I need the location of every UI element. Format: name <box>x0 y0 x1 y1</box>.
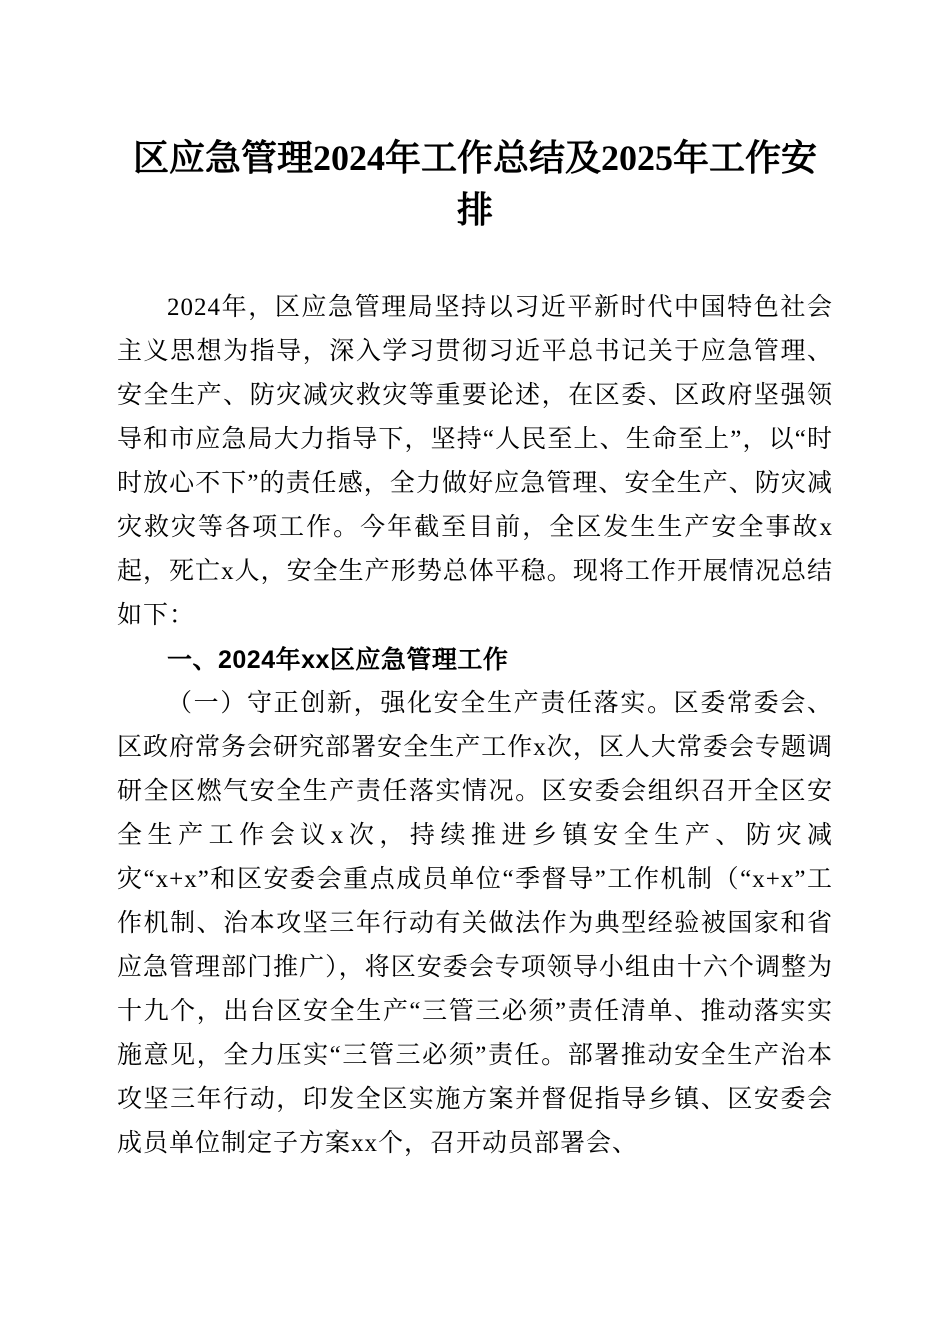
document-title: 区应急管理2024年工作总结及2025年工作安排 <box>132 138 817 230</box>
subsection-1-1-paragraph <box>117 682 833 1166</box>
section-1-heading: 一、2024年xx区应急管理工作 <box>167 646 509 674</box>
subsection-1-1-body: 区委常委会、区政府常务会研究部署安全生产工作x次，区人大常委会专题调研全区燃气安全生产责任落实情况。区安委会组织召开全区安全生产工作会议x次，持续推进乡镇安全生产、防灾减灾“x+x”和区安委会重点成员单位“季督导”工作机制（“x+x”工作机制、治本攻坚三年行动有关做法作为典型经验被国家和省应急管理部门推广），将区安委会专项领导小组由十六个调整为十九个，出台区安全生产“三管三必须”责任清单、推动落实实施意见，全力压实“三管三必须”责任。部署推动安全生产治本攻坚三年行动，印发全区实施方案并督促指导乡镇、区安委会成员单位制定子方案xx个，召开动员部署会、 <box>117 690 833 1157</box>
intro-paragraph: 2024年，区应急管理局坚持以习近平新时代中国特色社会主义思想为指导，深入学习贯彻习近平总书记关于应急管理、安全生产、防灾减灾救灾等重要论述，在区委、区政府坚强领导和市应急局大力指导下，坚持“人民至上、生命至上”，以“时时放心不下”的责任感，全力做好应急管理、安全生产、防灾减灾救灾等各项工作。今年截至目前，全区发生生产安全事故x起，死亡x人，安全生产形势总体平稳。现将工作开展情况总结如下： <box>117 294 833 629</box>
subsection-1-1-lead: （一）守正创新，强化安全生产责任落实。 <box>167 690 674 717</box>
